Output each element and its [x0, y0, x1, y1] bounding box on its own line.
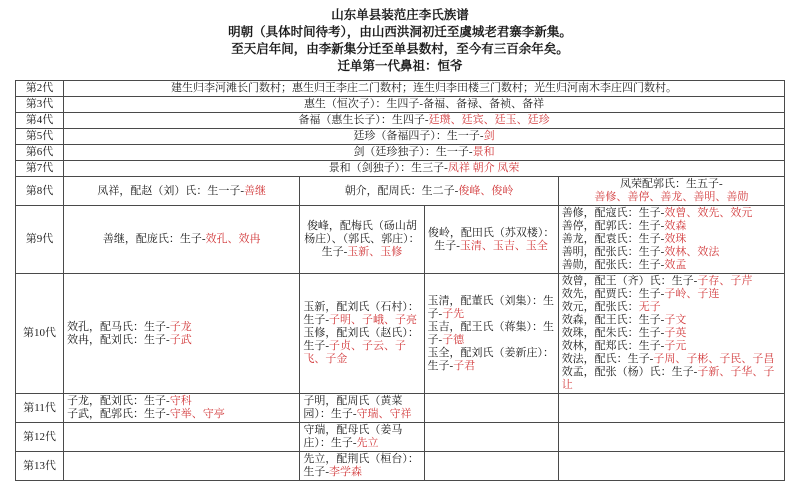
generation-label: 第5代: [16, 129, 64, 145]
family-cell: [558, 274, 784, 394]
family-entry: [562, 340, 781, 353]
family-entry: [303, 185, 554, 198]
entry-text: 善停，配郭氏：生子-: [561, 220, 665, 232]
family-cell: [300, 177, 558, 206]
entry-text: 善龙，配袁氏：生子-: [561, 233, 665, 245]
descendant-names: 善修、善停、善龙、善明、善勋: [594, 191, 749, 203]
entry-text: 俊峰，配梅氏（砀山胡杨庄）、（郭氏、郭庄）：生子-: [304, 220, 420, 258]
descendant-names: 先立: [356, 437, 379, 449]
descendant-names: 子岭、子连: [664, 288, 720, 300]
family-entry: [428, 347, 555, 373]
entry-text: 凤祥，配赵（刘）氏：生一子-: [97, 184, 245, 197]
family-entry: [562, 178, 781, 191]
descendant-names: 子武: [169, 333, 192, 346]
family-entry: [67, 146, 781, 159]
family-entry: [562, 233, 781, 246]
family-cell: [64, 423, 300, 452]
family-cell: [558, 394, 784, 423]
descendant-names: 效森: [664, 220, 687, 232]
entry-text: 效森，配王氏：生子-: [561, 314, 665, 326]
descendant-names: 子明、子峨、子亮: [329, 314, 418, 326]
descendant-names: 子文: [664, 314, 687, 326]
family-entry: [67, 114, 781, 127]
descendant-names: 效林、效法: [664, 246, 720, 258]
descendant-names: 俊峰、俊岭: [458, 184, 514, 197]
descendant-names: 子先: [442, 307, 465, 320]
descendant-names: 李学森: [329, 466, 363, 478]
family-cell: [300, 394, 424, 423]
entry-text: 惠生（恒次子）：生四子-备福、备禄、备祯、备祥: [303, 98, 545, 110]
entry-text: 效法，配氏：生子-: [561, 353, 654, 365]
family-cell: [558, 452, 784, 481]
family-cell: [424, 206, 558, 274]
genealogy-table: [15, 80, 785, 481]
family-entry: [562, 301, 781, 314]
descendant-names: 善继: [244, 184, 267, 197]
descendant-names: 子存、子芹: [697, 275, 753, 287]
entry-text: 俊岭，配田氏（苏双楼）：生子-: [427, 226, 555, 252]
header-line-4: 迁单第一代鼻祖：恒爷: [337, 59, 463, 73]
family-entry: [67, 395, 296, 408]
family-entry: [303, 453, 420, 479]
descendant-names: 效珠: [664, 233, 687, 245]
generation-label: 第9代: [16, 206, 64, 274]
header-line-2: 明朝（具体时间待考），由山西洪洞初迁至虞城老君寨李新集。: [228, 25, 572, 39]
family-entry: [303, 395, 420, 421]
generation-row: [16, 129, 785, 145]
generation-label: 第8代: [16, 177, 64, 206]
family-entry: [67, 98, 781, 111]
family-cell: [558, 206, 784, 274]
family-entry: [67, 321, 296, 334]
family-cell: [424, 394, 558, 423]
entry-text: 玉修，配刘氏（赵氏）：生子-: [303, 327, 419, 352]
family-entry: [67, 130, 781, 143]
entry-text: 子龙，配刘氏：生子-: [67, 395, 170, 407]
entry-text: 玉新，配刘氏（石村）：生子-: [303, 301, 419, 326]
family-cell: [300, 274, 424, 394]
generation-label: 第3代: [16, 97, 64, 113]
family-entry: [562, 220, 781, 233]
descendant-names: 子新、子华、子让: [561, 366, 775, 391]
family-cell: [64, 206, 300, 274]
descendant-names: 效孔、效冉: [205, 233, 261, 245]
generation-label: 第13代: [16, 452, 64, 481]
entry-text: 善勋，配张氏：生子-: [561, 259, 665, 271]
document-title: 山东单县装范庄李氏族谱: [331, 8, 469, 22]
entry-text: 备福（惠生长子）：生四子-: [298, 114, 429, 126]
entry-text: 建生归李河滩长门数村；惠生归王李庄二门数村；连生归李田楼三门数村；光生归河南木李庄四门数村。: [171, 82, 678, 94]
family-cell: [300, 423, 424, 452]
descendant-names: 子龙: [169, 320, 192, 333]
family-entry: [67, 82, 781, 95]
descendant-names: 子英: [664, 327, 687, 339]
entry-text: 剑（廷珍独子）：生一子-: [353, 146, 473, 158]
descendant-names: 守科: [169, 395, 192, 407]
descendant-names: 玉新、玉修: [347, 246, 403, 258]
family-cell: [300, 452, 424, 481]
header-line-3: 至天启年间，由李新集分迁至单县数村，至今有三百余年矣。: [231, 42, 569, 56]
entry-text: 朝介，配周氏：生二子-: [344, 184, 459, 197]
entry-text: 玉全，配刘氏（姜新庄）：生子-: [427, 346, 555, 372]
family-entry: [428, 295, 555, 321]
generation-row: [16, 97, 785, 113]
entry-text: 玉清，配董氏（刘集）：生子-: [427, 294, 555, 320]
entry-text: 善明，配张氏：生子-: [561, 246, 665, 258]
generation-row: [16, 452, 785, 481]
family-entry: [562, 327, 781, 340]
entry-text: 效元，配张氏：: [561, 301, 639, 313]
family-entry: [428, 321, 555, 347]
family-cell: [64, 177, 300, 206]
generation-row: [16, 113, 785, 129]
family-cell: [64, 452, 300, 481]
family-entry: [428, 227, 555, 253]
family-cell: [64, 145, 785, 161]
generation-row: [16, 423, 785, 452]
generation-label: 第12代: [16, 423, 64, 452]
family-entry: [67, 334, 296, 347]
descendant-names: 景和: [472, 146, 495, 158]
entry-text: 景和（剑独子）：生三子-: [328, 162, 448, 174]
generation-label: 第4代: [16, 113, 64, 129]
family-cell: [64, 113, 785, 129]
generation-label: 第11代: [16, 394, 64, 423]
entry-text: 善继，配庞氏：生子-: [102, 233, 206, 245]
family-entry: [562, 288, 781, 301]
family-entry: [67, 185, 296, 198]
entry-text: 效冉，配刘氏：生子-: [67, 333, 170, 346]
family-entry: [562, 191, 781, 204]
entry-text: 先立，配荆氏（桓台）：生子-: [303, 453, 419, 478]
family-entry: [303, 220, 420, 259]
family-entry: [562, 207, 781, 220]
family-entry: [562, 275, 781, 288]
family-entry: [562, 366, 781, 392]
generation-label: 第10代: [16, 274, 64, 394]
generation-label: 第7代: [16, 161, 64, 177]
family-entry: [562, 259, 781, 272]
generation-row: [16, 206, 785, 274]
descendant-names: 廷瓒、廷宾、廷玉、廷珍: [428, 114, 550, 126]
entry-text: 效珠，配朱氏：生子-: [561, 327, 665, 339]
family-entry: [562, 353, 781, 366]
entry-text: 凤荣配郭氏：生五子-: [620, 178, 723, 190]
family-cell: [64, 129, 785, 145]
family-cell: [424, 274, 558, 394]
document-header: [0, 0, 800, 75]
family-entry: [562, 314, 781, 327]
entry-text: 守瑞，配母氏（姜马庄）：生子-: [303, 424, 403, 449]
entry-text: 子武，配郭氏：生子-: [67, 408, 170, 420]
genealogy-table-body: [16, 81, 785, 481]
descendant-names: 守举、守亭: [169, 408, 225, 420]
descendant-names: 剑: [483, 130, 495, 142]
generation-label: 第6代: [16, 145, 64, 161]
family-cell: [558, 177, 784, 206]
entry-text: 玉吉，配王氏（蒋集）：生子-: [427, 320, 555, 346]
family-cell: [424, 423, 558, 452]
generation-row: [16, 81, 785, 97]
family-entry: [67, 162, 781, 175]
descendant-names: 效孟: [664, 259, 687, 271]
descendant-names: 玉清、玉吉、玉全: [459, 239, 548, 252]
entry-text: 子明，配周氏（黄菜园）：生子-: [303, 395, 403, 420]
descendant-names: 效曾、效先、效元: [664, 207, 753, 219]
family-cell: [424, 452, 558, 481]
family-entry: [303, 327, 420, 366]
descendant-names: 子周、子彬、子民、子昌: [653, 353, 775, 365]
entry-text: 效孔，配马氏：生子-: [67, 320, 170, 333]
generation-row: [16, 161, 785, 177]
family-cell: [64, 97, 785, 113]
family-cell: [64, 161, 785, 177]
descendant-names: 子德: [442, 333, 465, 346]
descendant-names: 守瑞、守祥: [356, 408, 412, 420]
family-entry: [303, 301, 420, 327]
entry-text: 善修，配寇氏：生子-: [561, 207, 665, 219]
generation-row: [16, 394, 785, 423]
descendant-names: 子贞、子云、子飞、子金: [303, 340, 407, 365]
entry-text: 效先，配贾氏：生子-: [561, 288, 665, 300]
descendant-names: 子元: [664, 340, 687, 352]
generation-label: 第2代: [16, 81, 64, 97]
entry-text: 效曾，配王（齐）氏：生子-: [561, 275, 698, 287]
generation-row: [16, 145, 785, 161]
generation-row: [16, 177, 785, 206]
generation-row: [16, 274, 785, 394]
family-entry: [67, 233, 296, 246]
family-entry: [303, 424, 420, 450]
entry-text: 效林，配郑氏：生子-: [561, 340, 665, 352]
family-cell: [300, 206, 424, 274]
family-cell: [64, 274, 300, 394]
family-entry: [562, 246, 781, 259]
family-cell: [64, 81, 785, 97]
family-cell: [64, 394, 300, 423]
entry-text: 效孟，配张（杨）氏：生子-: [561, 366, 698, 378]
family-cell: [558, 423, 784, 452]
descendant-names: 子君: [453, 359, 476, 372]
family-entry: [67, 408, 296, 421]
descendant-names: 无子: [638, 301, 661, 313]
descendant-names: 凤祥 朝介 凤荣: [447, 162, 520, 174]
entry-text: 廷珍（备福四子）：生一子-: [353, 130, 484, 142]
